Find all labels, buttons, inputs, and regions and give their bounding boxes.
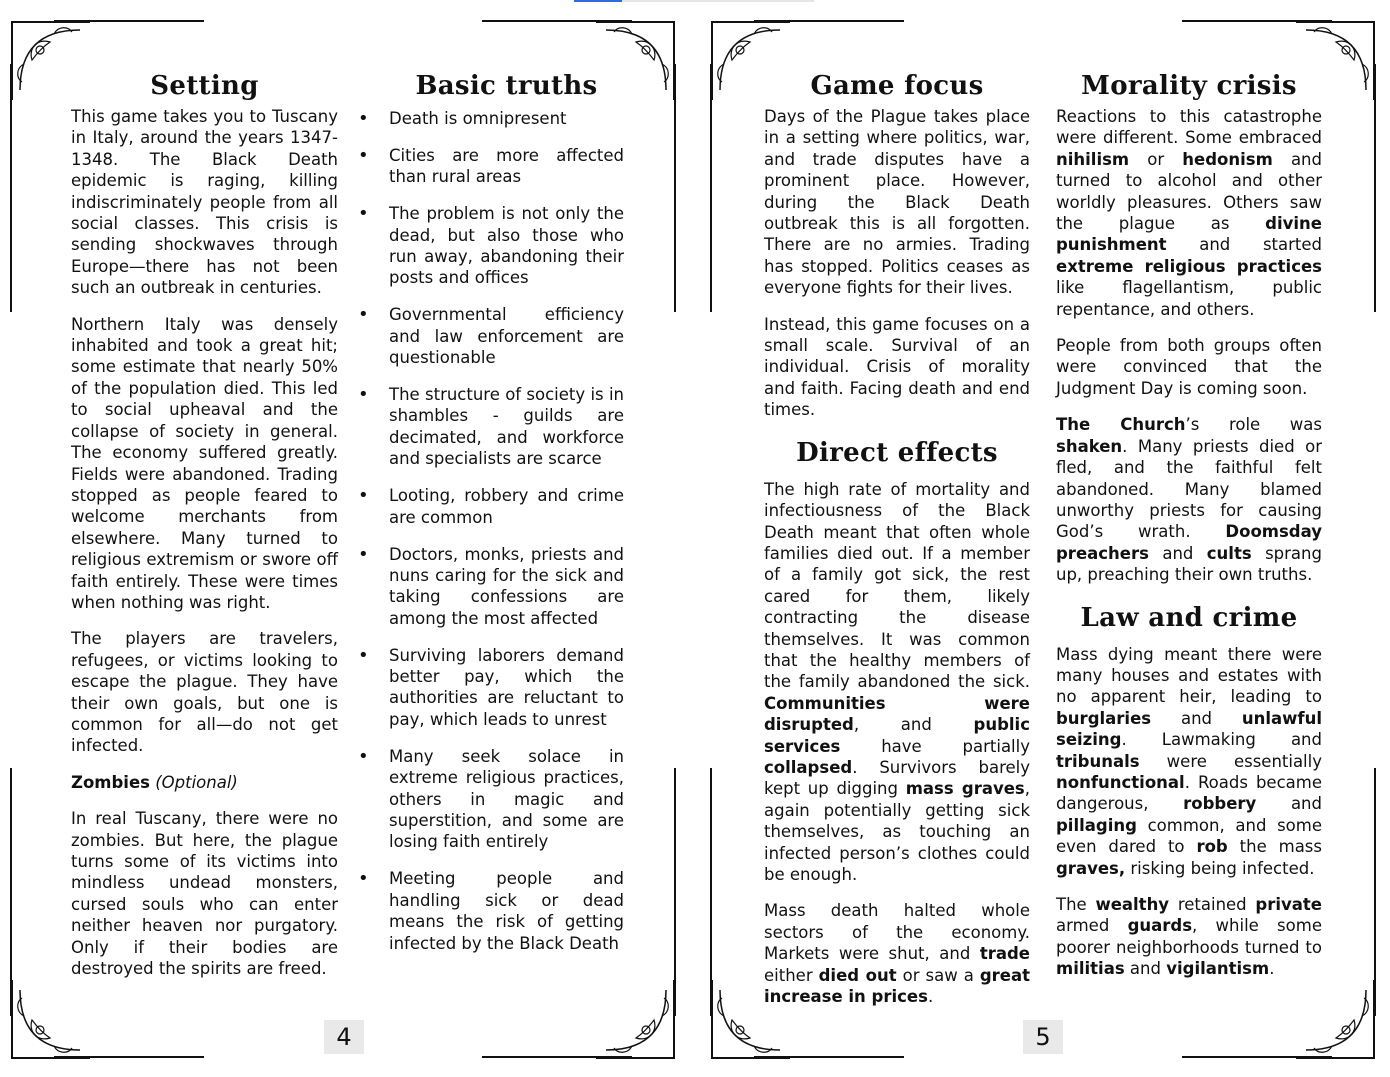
body-paragraph	[1056, 414, 1322, 585]
page-number: 5	[1023, 1020, 1063, 1054]
page-4	[10, 20, 676, 1060]
paragraph-group	[1056, 106, 1322, 586]
column-setting	[71, 70, 338, 994]
bold-term: mass graves	[905, 779, 1025, 799]
bold-term: Communities were disrupted	[764, 693, 1030, 735]
section-title: Game focus	[810, 71, 984, 101]
list-item: • Cities are more affected than rural areas	[389, 145, 624, 188]
body-paragraph	[71, 808, 338, 979]
list-item: • Governmental efficiency and law enforcement are questionable	[389, 304, 624, 368]
body-paragraph	[1056, 644, 1322, 879]
text-run: The	[1056, 895, 1096, 914]
text-run: retained	[1169, 895, 1256, 914]
bold-term: tribunals	[1056, 751, 1140, 771]
text-run: . Many priests died or fled, and the faithful felt abandoned. Many blamed unworthy priests for causing God’s wrath.	[1056, 436, 1322, 542]
text-run: . Survivors barely kept up digging	[764, 757, 1030, 799]
text-run: .	[1269, 959, 1275, 979]
section-title: Morality crisis	[1081, 71, 1297, 101]
bold-term: cults	[1206, 543, 1252, 563]
bold-term: private	[1255, 895, 1322, 914]
text-run: This game takes you to Tuscany in Italy, around the years 1347-1348. The Black Death epidemic is raging, killing indiscriminately people from all social classes. This crisis is sending shockwaves through Europe—there has not been such an outbreak in centuries.	[71, 107, 338, 298]
text-run: and	[1148, 543, 1207, 563]
column-morality-crisis	[1056, 70, 1322, 995]
bold-term: nihilism	[1056, 149, 1130, 169]
list-item: • Meeting people and handling sick or dead means the risk of getting infected by the Black Death	[389, 868, 624, 954]
bold-term: rob	[1196, 837, 1228, 857]
text-run: risking being infected.	[1125, 858, 1315, 878]
bold-term: wealthy	[1095, 895, 1170, 914]
bold-term: hedonism	[1182, 149, 1273, 169]
text-run: . Roads became dangerous,	[1056, 772, 1322, 814]
bold-term: Zombies	[71, 772, 150, 792]
section-title: Law and crime	[1080, 602, 1298, 633]
bold-term: robbery	[1183, 794, 1257, 814]
text-run: The high rate of mortality and infectiousness of the Black Death meant that often whole families died out. If a member of a family got sick, the rest cared for them, likely contracting the disease themselves. It was common that the healthy members of the family abandoned the sick.	[764, 479, 1030, 692]
text-run: ’s role was	[1185, 415, 1322, 435]
body-paragraph	[71, 628, 338, 756]
text-run: common, and some even dared to	[1056, 815, 1322, 857]
text-run: Reactions to this catastrophe were different. Some embraced	[1056, 107, 1322, 148]
body-paragraph	[764, 106, 1030, 299]
list-item: • Surviving laborers demand better pay, which the authorities are reluctant to pay, which leads to unrest	[389, 645, 624, 731]
bold-term: unlawful seizing	[1056, 708, 1322, 750]
list-item: • The structure of society is in shambles - guilds are decimated, and workforce and specialists are scarce	[389, 384, 624, 470]
bold-term: militias	[1056, 959, 1125, 979]
list-item: • Death is omnipresent	[389, 108, 624, 129]
text-run: or	[1129, 149, 1183, 169]
text-run: and turned to alcohol and other worldly pleasures. Others saw the plague as	[1056, 149, 1322, 234]
text-run: sprang up, preaching their own truths.	[1056, 543, 1322, 585]
text-run: People from both groups often were convinced that the Judgment Day is coming soon.	[1056, 336, 1322, 398]
body-paragraph	[71, 772, 338, 793]
body-paragraph	[1056, 335, 1322, 399]
paragraph-group	[764, 479, 1030, 1008]
page-number: 4	[324, 1020, 364, 1054]
text-run: Northern Italy was densely inhabited and took a great hit; some estimate that nearly 50% of the population died. This led to social upheaval and the collapse of society in general. The economy suffered greatly. Fields were abandoned. Trading stopped as people feared to welcome merchants from elsewhere. Many turned to religious extremism or swore off faith entirely. These were times when nothing was right.	[71, 314, 338, 612]
text-run: , and	[853, 715, 974, 735]
body-paragraph	[764, 900, 1030, 1007]
truths-list	[389, 108, 624, 954]
body-paragraph	[1056, 894, 1322, 980]
bold-term: graves,	[1056, 858, 1126, 878]
text-run: .	[927, 987, 934, 1007]
italic-text: (Optional)	[155, 772, 238, 792]
text-run: the mass	[1227, 837, 1322, 857]
bold-term: trade	[979, 944, 1030, 964]
bold-term: nonfunctional	[1056, 772, 1185, 792]
text-run: . Lawmaking and	[1121, 730, 1322, 750]
text-run: and	[1124, 959, 1167, 979]
body-paragraph	[71, 314, 338, 614]
text-run: were essentially	[1139, 751, 1322, 771]
text-run: , again potentially getting sick themselves, as touching an infected person’s clothes could be enough.	[764, 779, 1030, 884]
paragraph-group	[1056, 644, 1322, 980]
column-basic-truths	[389, 70, 624, 969]
section-title: Direct effects	[796, 437, 998, 468]
text-run: and	[1151, 708, 1242, 728]
body-paragraph	[1056, 106, 1322, 320]
page-5	[710, 20, 1376, 1060]
page-scroll-indicator-active	[574, 0, 622, 2]
body-paragraph	[764, 479, 1030, 886]
text-run: or saw a	[896, 965, 980, 985]
text-run: either	[764, 965, 819, 985]
paragraph-group	[71, 106, 338, 979]
column-game-focus	[764, 70, 1030, 1022]
bold-term: vigilantism	[1166, 959, 1270, 979]
corner-flourish-icon	[592, 976, 676, 1060]
text-run: have partially	[840, 736, 1030, 756]
bold-term: The Church	[1056, 415, 1186, 435]
section-title: Setting	[150, 71, 259, 101]
body-paragraph	[71, 106, 338, 299]
bold-term: died out	[818, 965, 897, 985]
bold-term: burglaries	[1056, 708, 1152, 728]
bold-term: public services	[764, 715, 1030, 756]
bold-term: pillaging	[1056, 815, 1137, 835]
bold-term: great increase in prices	[764, 965, 1031, 1007]
list-item: • Looting, robbery and crime are common	[389, 485, 624, 528]
text-run: Mass death halted whole sectors of the economy. Markets were shut, and	[764, 901, 1030, 964]
bold-term: shaken	[1056, 436, 1123, 456]
paragraph-group	[764, 106, 1030, 421]
text-run: and	[1256, 794, 1322, 814]
bold-term: Doomsday preachers	[1056, 522, 1322, 563]
list-item: • Doctors, monks, priests and nuns caring for the sick and taking confessions are among the most affected	[389, 544, 624, 630]
text-run: , while some poorer neighborhoods turned to	[1056, 916, 1322, 957]
text-run: Instead, this game focuses on a small scale. Survival of an individual. Crisis of morality and faith. Facing death and end times.	[764, 314, 1030, 420]
page-scroll-indicator	[574, 0, 814, 2]
bold-term: guards	[1127, 916, 1193, 936]
list-item: • Many seek solace in extreme religious practices, others in magic and superstition, and some are losing faith entirely	[389, 746, 624, 853]
section-title: Basic truths	[415, 71, 598, 101]
text-run: armed	[1056, 916, 1128, 936]
text-run: Days of the Plague takes place in a setting where politics, war, and trade disputes have a prominent place. However, during the Black Death outbreak this is all forgotten. There are no armies. Trading has stopped. Politics ceases as everyone fights for their lives.	[764, 107, 1030, 298]
bold-term: collapsed	[764, 757, 853, 777]
body-paragraph	[764, 314, 1030, 421]
bold-term: divine punishment	[1056, 214, 1322, 255]
list-item: • The problem is not only the dead, but also those who run away, abandoning their posts and offices	[389, 203, 624, 289]
text-run: like flagellantism, public repentance, and others.	[1056, 278, 1322, 319]
text-run: and started	[1166, 235, 1322, 255]
text-run: The players are travelers, refugees, or victims looking to escape the plague. They have their own goals, but one is common for all—do not get infected.	[71, 629, 338, 756]
text-run: Mass dying meant there were many houses and estates with no apparent heir, leading to	[1056, 644, 1322, 707]
bold-term: extreme religious practices	[1056, 256, 1322, 276]
text-run: In real Tuscany, there were no zombies. But here, the plague turns some of its victims into mindless undead monsters, cursed souls who can enter neither heaven nor purgatory. Only if their bodies are destroyed the spirits are freed.	[71, 809, 338, 979]
